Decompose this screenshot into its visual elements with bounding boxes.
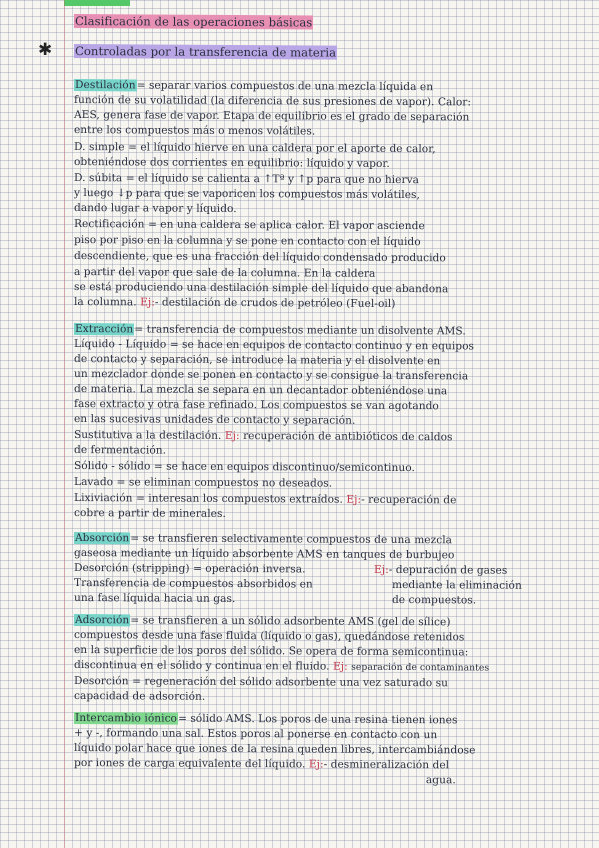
- page-title: Clasificación de las operaciones básicas: [74, 14, 313, 30]
- lavado-line: Lavado = se eliminan compuestos no deseados.: [73, 476, 333, 490]
- intercambio-line-3: líquido polar hace que iones de la resina queden libres, intercambiándose: [73, 742, 476, 757]
- d-subita-line-3: dando lugar a vapor y líquido.: [73, 202, 237, 215]
- green-tab-mark: [64, 0, 130, 6]
- liq-liq-line-3: un mezclador donde se ponen en contacto y se consigue la transferencia: [73, 368, 469, 383]
- adsorcion-line-6: capacidad de adsorción.: [73, 690, 206, 703]
- liq-liq-line-5: fase extracto y otra fase refinado. Los compuestos se van agotando: [73, 398, 439, 413]
- absorcion-example: [374, 563, 507, 578]
- title-line: [74, 14, 590, 31]
- d-simple-line-2: obteniéndose dos corrientes en equilibrio: líquido y vapor.: [73, 156, 390, 170]
- example-label: Ej:: [308, 758, 324, 771]
- example-label: Ej:: [332, 660, 348, 673]
- intercambio-line-4: [74, 756, 590, 773]
- intercambio-iones-text: por iones de carga equivalente del líquido.: [73, 757, 306, 771]
- destilacion-term: Destilación: [74, 79, 136, 92]
- destilacion-line-2: función de su volatilidad (la diferencia de sus presiones de vapor). Calor:: [73, 94, 472, 109]
- lixiviacion-text: Lixiviación = interesan los compuestos extraídos.: [73, 492, 344, 506]
- intercambio-example: - desmineralización del: [323, 758, 450, 772]
- destilacion-line-3: AES, genera fase de vapor. Etapa de equilibrio es el grado de separación: [73, 109, 470, 124]
- margin-line: [64, 0, 65, 848]
- adsorcion-line-4: [74, 658, 590, 676]
- subtitle-line: [74, 44, 590, 61]
- absorcion-example-text-1: - depuración de gases: [388, 563, 508, 577]
- adsorcion-text: = se transfieren a un sólido adsorbente AMS (gel de sílice): [130, 614, 451, 629]
- adsorcion-line-3: en la superficie de los poros del sólido. Se opera de forma semicontinua:: [73, 644, 469, 659]
- solido-solido-line: Sólido - sólido = se hace en equipos discontinuo/semicontinuo.: [73, 460, 415, 475]
- intercambio-text: = sólido AMS. Los poros de una resina tienen iones: [177, 712, 458, 727]
- d-subita-line-1: D. súbita = el líquido se calienta a ↑Tª y ↑p para que no hierva: [73, 172, 420, 187]
- adsorcion-term: Adsorción: [74, 614, 130, 627]
- lixiviacion-line-2: cobre a partir de minerales.: [73, 507, 226, 520]
- extraccion-text: = transferencia de compuestos mediante un disolvente AMS.: [134, 323, 466, 338]
- example-label: Ej:: [346, 493, 362, 506]
- absorcion-term: Absorción: [74, 532, 130, 545]
- lixiviacion-example: - recuperación de: [361, 493, 457, 507]
- liq-liq-line-1: Líquido - Líquido = se hace en equipos de contacto continuo y en equipos: [73, 338, 475, 353]
- liq-liq-line-4: de materia. La mezcla se separa en un decantador obteniéndose una: [73, 383, 448, 398]
- desorcion-text: Desorción (stripping) = operación inversa.: [73, 562, 306, 576]
- star-icon: ✱: [38, 40, 53, 60]
- sustitutiva-example: recuperación de antibióticos de caldos: [243, 430, 453, 444]
- adsorcion-line-5: Desorción = regeneración del sólido adsorbente una vez saturado su: [73, 675, 449, 690]
- extraccion-term: Extracción: [74, 323, 134, 336]
- example-label: Ej:: [224, 429, 240, 443]
- rectificacion-line-1: Rectificación = en una caldera se aplica calor. El vapor asciende: [73, 218, 425, 233]
- rectificacion-line-3: descendiente, que es una fracción del líquido condensado producido: [73, 250, 446, 265]
- destilacion-line-4: entre los compuestos más o menos volátiles.: [73, 124, 316, 138]
- absorcion-gas-text: una fase líquida hacia un gas.: [73, 592, 236, 605]
- intercambio-example-end: agua.: [425, 774, 456, 787]
- adsorcion-example: separación de contaminantes: [351, 661, 490, 674]
- absorcion-line-2: gaseosa mediante un líquido absorbente AMS en tanques de burbujeo: [73, 547, 455, 562]
- absorcion-line-5: [74, 591, 590, 608]
- intercambio-term: Intercambio iónico: [74, 712, 178, 725]
- rectificacion-line-4: a partir del vapor que sale de la columna. En la caldera: [73, 266, 376, 280]
- rectificacion-end: la columna.: [73, 296, 137, 309]
- rectificacion-line-2: piso por piso en la columna y se pone en contacto con el líquido: [73, 234, 421, 249]
- absorcion-example-text-2: mediante la eliminación: [391, 578, 522, 592]
- absorcion-example-text-3: de compuestos.: [391, 593, 477, 607]
- absorcion-transfer-text: Transferencia de compuestos absorbidos en: [73, 577, 313, 591]
- example-text: - destilación de crudos de petróleo (Fuel-oil): [154, 296, 396, 310]
- rectificacion-line-5: se está produciendo una destilación simple del líquido que abandona: [73, 281, 449, 296]
- absorcion-text: = se transfieren selectivamente compuestos de una mezcla: [130, 532, 453, 547]
- adsorcion-line-2: compuestos desde una fase fluida (líquido o gas), quedándose retenidos: [73, 629, 465, 644]
- liq-liq-line-2: de contacto y separación, se introduce la materia y el disolvente en: [73, 353, 441, 368]
- d-subita-line-2: y luego ↓p para que se vaporicen los compuestos más volátiles,: [73, 187, 420, 202]
- d-simple-line-1: D. simple = el líquido hierve en una caldera por el aporte de calor,: [73, 141, 436, 156]
- example-label: Ej:: [140, 296, 155, 309]
- liq-liq-line-6: en las sucesivas unidades de contacto y separación.: [73, 413, 356, 427]
- adsorcion-discontinua-text: discontinua en el sólido y continua en el fluido.: [73, 659, 330, 673]
- sustitutiva-line-2: de fermentación.: [73, 444, 167, 457]
- destilacion-text: = separar varios compuestos de una mezcla líquida en: [136, 79, 434, 94]
- example-label: Ej:: [373, 563, 389, 576]
- page-subtitle: Controladas por la transferencia de materia: [74, 44, 337, 60]
- sustitutiva-text: Sustitutiva a la destilación.: [73, 429, 222, 442]
- intercambio-line-2: + y -, formando una sal. Estos poros al ponerse en contacto con un: [73, 727, 438, 742]
- rectificacion-line-6: [74, 295, 590, 312]
